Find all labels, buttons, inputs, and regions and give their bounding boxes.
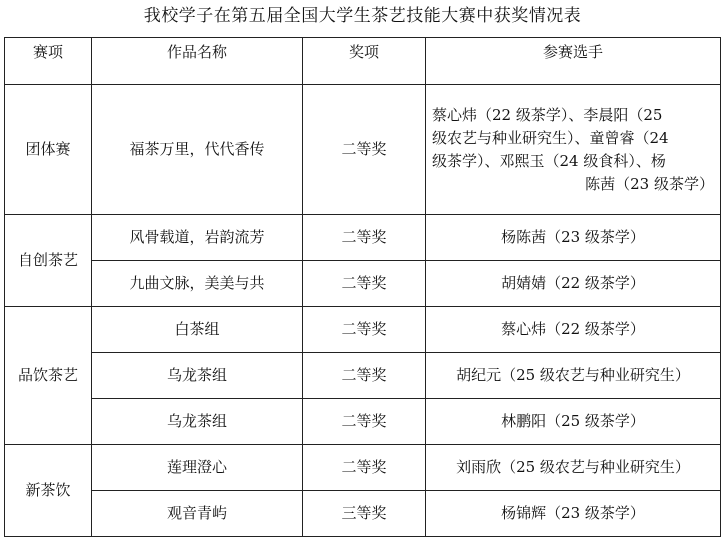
work-cell: 福茶万里，代代香传 (92, 85, 303, 215)
award-cell: 二等奖 (303, 445, 426, 491)
award-cell: 二等奖 (303, 399, 426, 445)
players-cell: 杨锦辉（23 级茶学） (426, 491, 721, 537)
header-work: 作品名称 (92, 38, 303, 85)
header-award: 奖项 (303, 38, 426, 85)
award-cell: 二等奖 (303, 215, 426, 261)
table-row (5, 353, 721, 399)
award-cell: 二等奖 (303, 85, 426, 215)
award-cell: 二等奖 (303, 353, 426, 399)
table-row (5, 261, 721, 307)
award-cell: 二等奖 (303, 261, 426, 307)
header-players: 参赛选手 (426, 38, 721, 85)
event-cell: 品饮茶艺 (5, 307, 92, 445)
work-cell: 九曲文脉，美美与共 (92, 261, 303, 307)
players-line: 蔡心炜（22 级茶学）、李晨阳（25 (432, 105, 663, 124)
event-cell: 自创茶艺 (5, 215, 92, 307)
table-header-row (5, 38, 721, 85)
players-line: 级农艺与种业研究生）、童曾睿（24 (432, 128, 669, 147)
page-title: 我校学子在第五届全国大学生茶艺技能大赛中获奖情况表 (143, 6, 582, 26)
players-cell (426, 85, 721, 215)
players-cell: 胡纪元（25 级农艺与种业研究生） (426, 353, 721, 399)
players-cell: 林鹏阳（25 级茶学） (426, 399, 721, 445)
award-cell: 二等奖 (303, 307, 426, 353)
players-cell: 蔡心炜（22 级茶学） (426, 307, 721, 353)
work-cell: 风骨载道，岩韵流芳 (92, 215, 303, 261)
players-line: 陈茜（23 级茶学） (585, 174, 714, 193)
table-row (5, 307, 721, 353)
table-row (5, 399, 721, 445)
players-line: 级茶学）、邓熙玉（24 级食科）、杨 (432, 151, 666, 170)
table-row (5, 85, 721, 215)
work-cell: 乌龙茶组 (92, 399, 303, 445)
players-cell: 刘雨欣（25 级农艺与种业研究生） (426, 445, 721, 491)
award-cell: 三等奖 (303, 491, 426, 537)
table-row (5, 445, 721, 491)
players-cell: 胡婧婧（22 级茶学） (426, 261, 721, 307)
work-cell: 乌龙茶组 (92, 353, 303, 399)
event-cell: 新茶饮 (5, 445, 92, 537)
work-cell: 莲理澄心 (92, 445, 303, 491)
players-cell: 杨陈茜（23 级茶学） (426, 215, 721, 261)
header-event: 赛项 (5, 38, 92, 85)
event-cell: 团体赛 (5, 85, 92, 215)
work-cell: 观音青屿 (92, 491, 303, 537)
work-cell: 白茶组 (92, 307, 303, 353)
table-row (5, 215, 721, 261)
table-row (5, 491, 721, 537)
awards-table (4, 37, 721, 537)
